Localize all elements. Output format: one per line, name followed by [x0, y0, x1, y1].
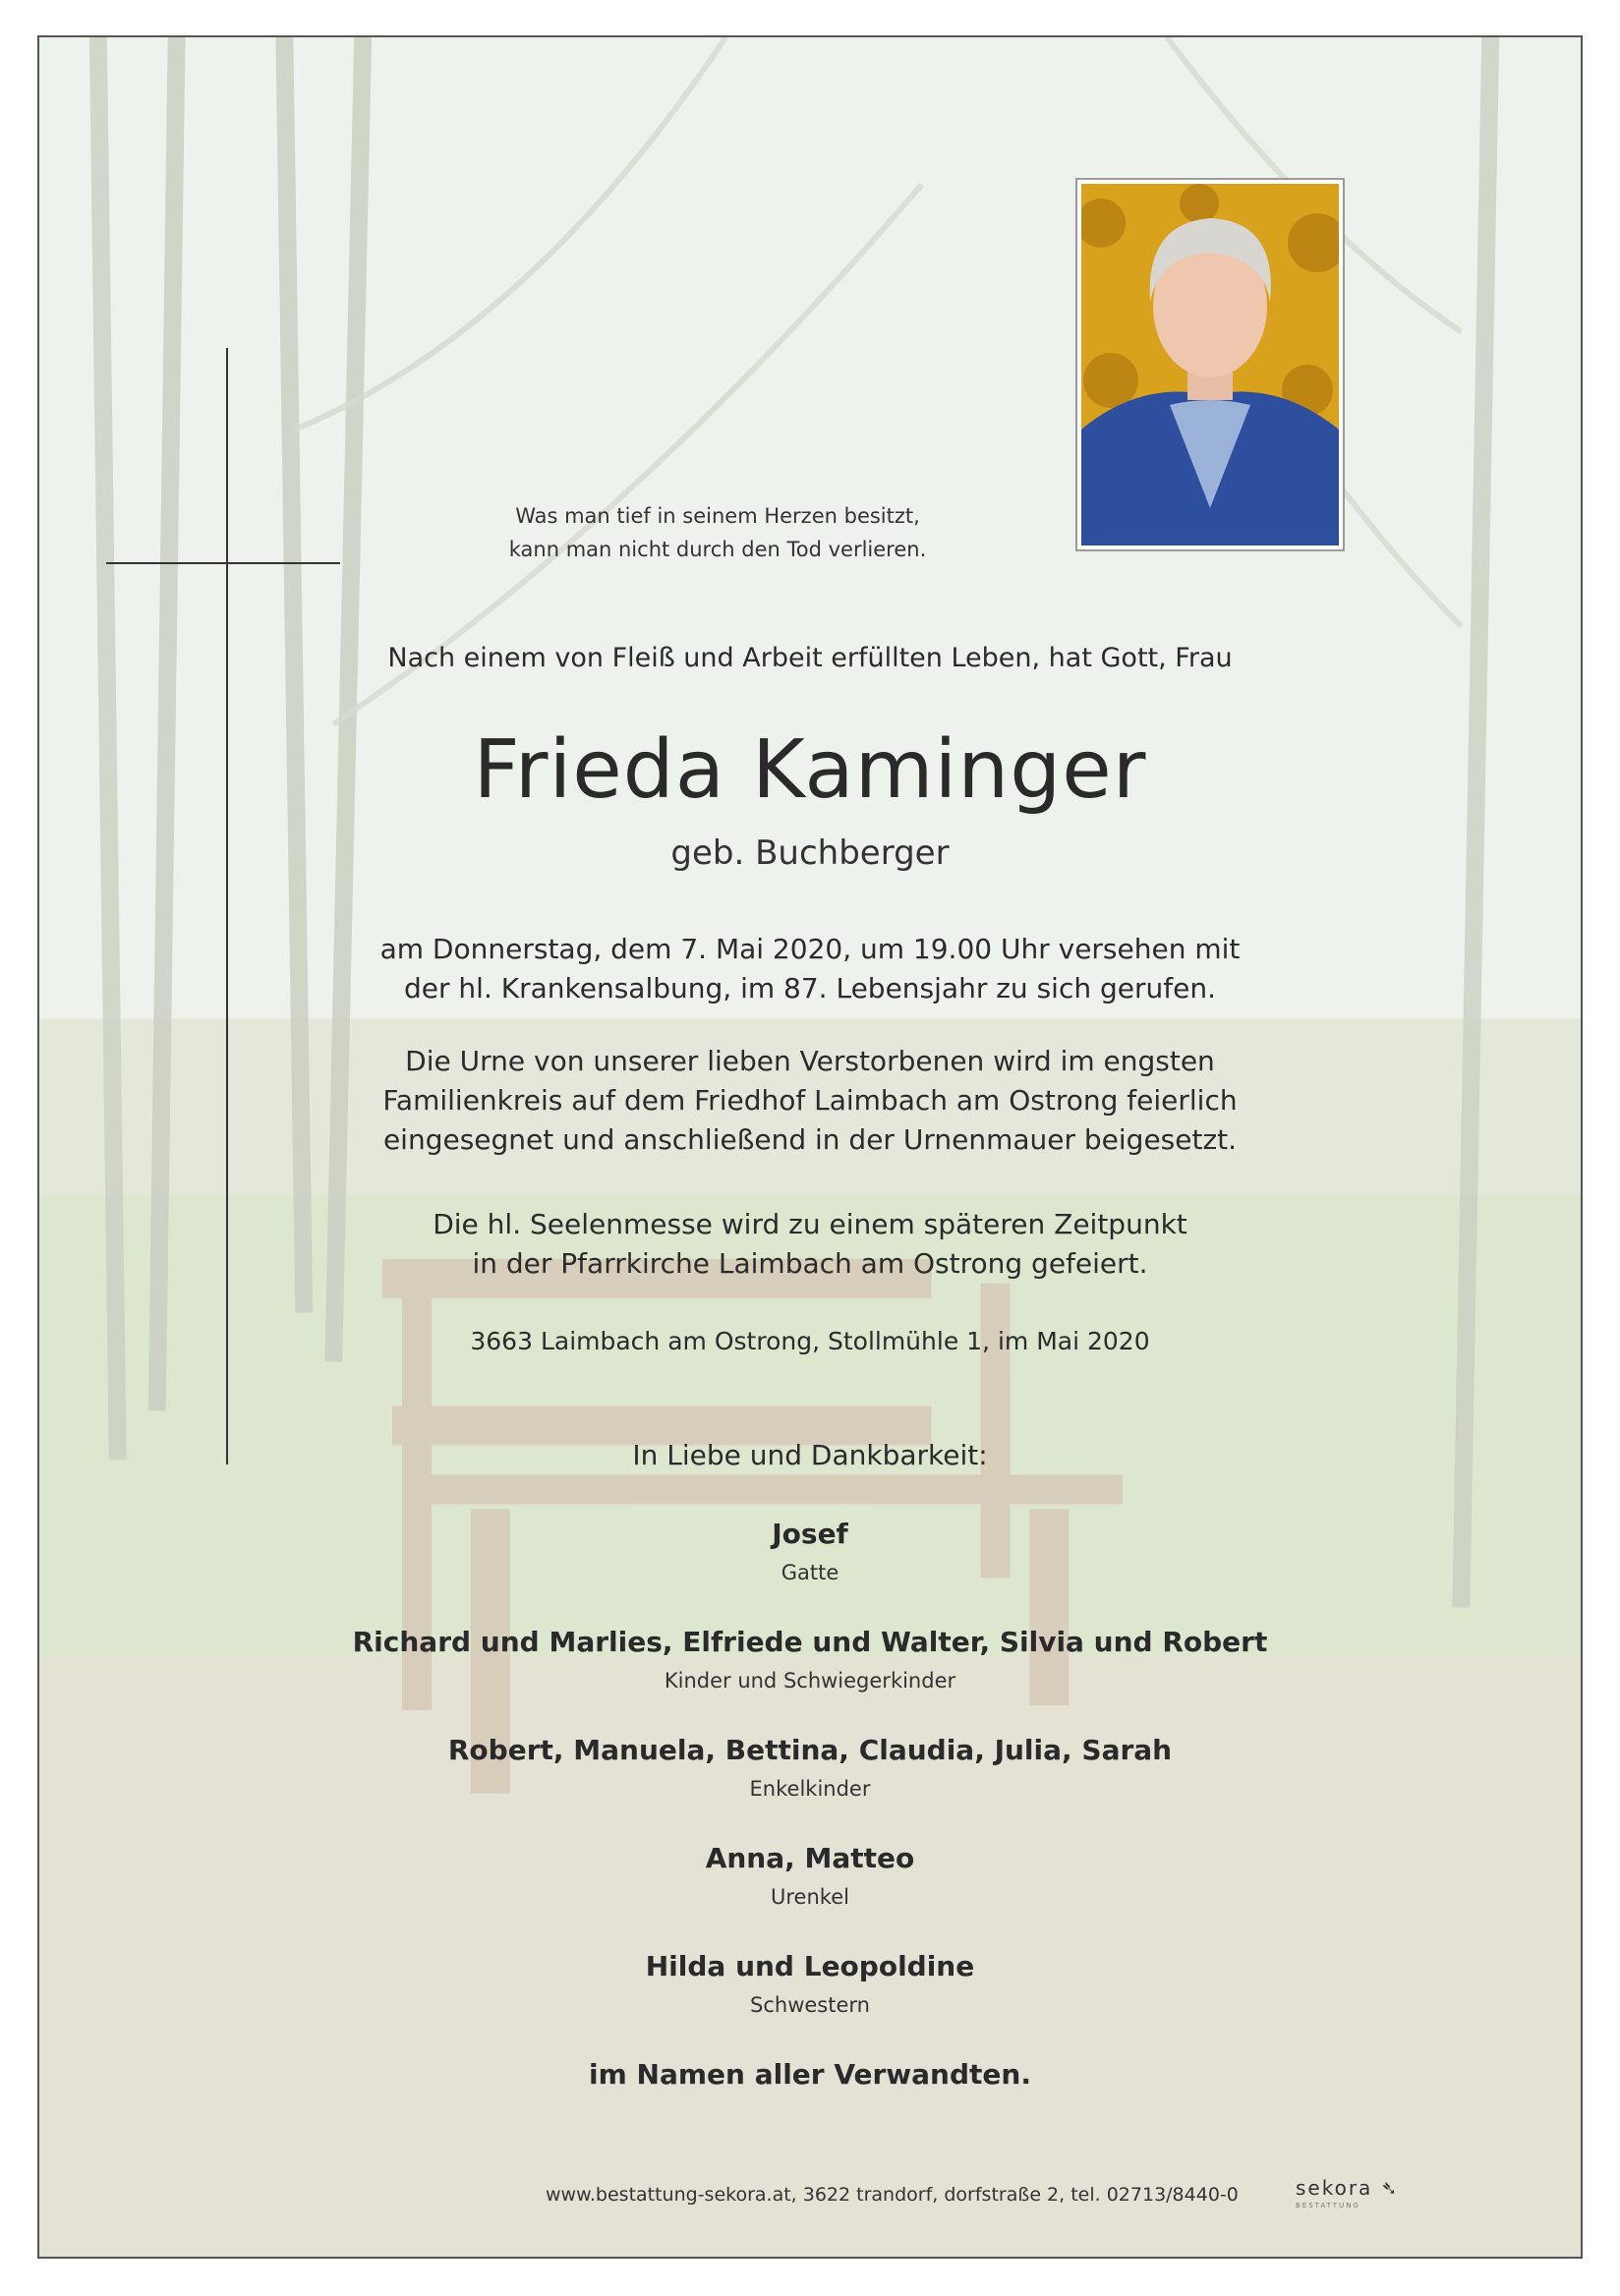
- mass-paragraph: [0, 1205, 1620, 1284]
- logo-subtitle: BESTATTUNG: [1296, 2202, 1360, 2210]
- mourner-names: Robert, Manuela, Bettina, Claudia, Julia, Sarah: [447, 1734, 1173, 1766]
- paragraph-line: am Donnerstag, dem 7. Mai 2020, um 19.00 Uhr versehen mit: [379, 933, 1241, 965]
- paragraph-line: Die Urne von unserer lieben Verstorbenen wird im engsten: [405, 1045, 1215, 1077]
- paragraph-line: in der Pfarrkirche Laimbach am Ostrong gefeiert.: [472, 1247, 1148, 1280]
- mourner-role: Gatte: [781, 1561, 839, 1584]
- mourner-names: Josef: [772, 1518, 848, 1550]
- quote-line: Was man tief in seinem Herzen besitzt,: [515, 504, 920, 528]
- memorial-quote: [423, 499, 1012, 566]
- in-love-line: In Liebe und Dankbarkeit:: [632, 1439, 988, 1471]
- cross-horizontal: [106, 562, 340, 564]
- mourner-role: Enkelkinder: [749, 1777, 871, 1801]
- burial-paragraph: [0, 1042, 1620, 1160]
- paragraph-line: der hl. Krankensalbung, im 87. Lebensjahr zu sich gerufen.: [404, 972, 1216, 1004]
- quote-line: kann man nicht durch den Tod verlieren.: [508, 538, 927, 561]
- closing-line: im Namen aller Verwandten.: [589, 2058, 1031, 2091]
- mourner-role: Urenkel: [771, 1885, 849, 1909]
- funeral-home-footer: www.bestattung-sekora.at, 3622 trandorf, dorfstraße 2, tel. 02713/8440-0: [546, 2184, 1239, 2206]
- sekora-logo: [1296, 2176, 1399, 2200]
- mourner-role: Schwestern: [750, 1993, 870, 2017]
- address-line: 3663 Laimbach am Ostrong, Stollmühle 1, im Mai 2020: [470, 1327, 1150, 1355]
- cross-vertical: [226, 348, 228, 1464]
- bird-icon: ➴: [1372, 2176, 1400, 2200]
- paragraph-line: Die hl. Seelenmesse wird zu einem späteren Zeitpunkt: [433, 1208, 1187, 1240]
- death-notice-paragraph: [0, 930, 1620, 1008]
- paragraph-line: eingesegnet und anschließend in der Urnenmauer beigesetzt.: [382, 1123, 1238, 1156]
- maiden-name: geb. Buchberger: [670, 833, 950, 873]
- mourner-names: Hilda und Leopoldine: [645, 1950, 975, 1982]
- portrait-photo: [1075, 178, 1345, 551]
- mourner-role: Kinder und Schwiegerkinder: [664, 1669, 956, 1693]
- deceased-name: Frieda Kaminger: [473, 723, 1147, 817]
- mourner-names: Anna, Matteo: [705, 1842, 915, 1874]
- mourner-names: Richard und Marlies, Elfriede und Walter, Silvia und Robert: [352, 1626, 1268, 1658]
- paragraph-line: Familienkreis auf dem Friedhof Laimbach am Ostrong feierlich: [382, 1084, 1238, 1117]
- logo-text: sekora: [1296, 2176, 1373, 2200]
- intro-line: Nach einem von Fleiß und Arbeit erfüllten Leben, hat Gott, Frau: [387, 643, 1233, 673]
